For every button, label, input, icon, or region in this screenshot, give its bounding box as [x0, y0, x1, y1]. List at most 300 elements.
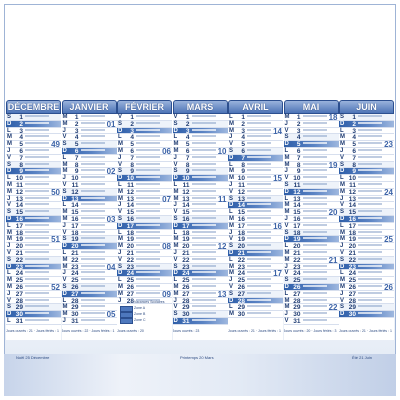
day-row: [339, 121, 394, 128]
saint-name-line: [358, 169, 382, 171]
saint-name-line: [192, 244, 216, 246]
day-letter: M: [62, 304, 68, 311]
day-row: [284, 141, 339, 148]
calendar-grid: [6, 100, 394, 340]
saint-name-line: [247, 251, 271, 253]
day-number: 29: [237, 304, 245, 312]
saint-name-line: [136, 149, 160, 151]
day-number: 2: [241, 120, 245, 128]
day-letter: L: [173, 182, 178, 188]
saint-name-line: [25, 169, 49, 171]
day-number: 27: [126, 290, 134, 298]
saint-name-line: [303, 305, 327, 307]
day-row: [228, 311, 283, 318]
saint-name-line: [25, 299, 49, 301]
saint-name-line: [81, 319, 105, 321]
month-header: JANVIER: [62, 100, 117, 114]
day-letter: D: [173, 222, 178, 229]
day-letter: M: [284, 297, 290, 304]
day-number: 1: [130, 114, 134, 121]
day-row: [62, 284, 117, 291]
saint-name-line: [247, 210, 271, 212]
day-number: 27: [348, 290, 356, 298]
day-letter: M: [284, 114, 290, 120]
saint-name-line: [25, 129, 49, 131]
day-row: [62, 148, 117, 155]
saint-name-line: [192, 237, 216, 239]
day-number: 23: [293, 263, 301, 271]
day-number: 26: [237, 284, 245, 291]
saint-name-line: [81, 129, 105, 131]
day-number: 4: [296, 134, 301, 142]
day-number: 16: [15, 216, 23, 223]
day-letter: M: [118, 148, 123, 154]
saint-name-line: [192, 190, 216, 192]
day-letter: D: [7, 263, 12, 270]
day-number: 15: [237, 209, 245, 217]
saint-name-line: [81, 149, 105, 151]
saint-name-line: [25, 305, 49, 307]
day-row: [228, 291, 283, 298]
day-letter: M: [118, 188, 123, 195]
day-letter: J: [7, 290, 11, 297]
day-number: 14: [15, 202, 23, 210]
saint-name-line: [247, 278, 271, 280]
day-row: [6, 243, 61, 250]
day-letter: M: [62, 311, 68, 318]
saint-name-line: [81, 142, 105, 144]
day-letter: L: [7, 270, 11, 277]
week-number: 19: [328, 160, 338, 170]
day-number: 27: [293, 290, 301, 298]
saint-name-line: [136, 237, 160, 239]
day-letter: V: [7, 250, 12, 256]
saint-name-line: [192, 176, 216, 178]
saint-name-line: [192, 129, 216, 131]
day-row: [62, 230, 117, 237]
day-letter: M: [7, 188, 12, 195]
day-letter: L: [229, 304, 233, 311]
saint-name-line: [81, 210, 105, 212]
saint-name-line: [136, 292, 160, 294]
day-number: 31: [293, 318, 301, 325]
saint-name-line: [247, 190, 271, 192]
day-row: [339, 114, 394, 121]
day-row: [117, 264, 172, 271]
legend-zone-c: Zone C: [134, 318, 146, 322]
saint-name-line: [303, 299, 327, 301]
day-row: [173, 202, 228, 209]
day-row: [6, 270, 61, 277]
week-number: 06: [162, 147, 171, 156]
day-number: 17: [15, 222, 23, 230]
legend-swatch-c: [120, 318, 133, 324]
day-letter: S: [118, 216, 123, 222]
day-row: [339, 311, 394, 318]
saint-name-line: [81, 135, 105, 137]
day-letter: L: [62, 297, 67, 304]
day-letter: D: [173, 175, 178, 182]
saint-name-line: [303, 231, 327, 233]
day-number: 3: [241, 127, 245, 135]
saint-name-line: [303, 271, 327, 273]
day-letter: V: [118, 256, 123, 263]
day-number: 14: [293, 202, 301, 210]
saint-name-line: [25, 319, 49, 321]
day-letter: S: [229, 148, 234, 154]
day-number: 14: [126, 202, 134, 210]
day-row: [339, 250, 394, 257]
day-letter: M: [284, 304, 290, 311]
saint-name-line: [25, 285, 49, 287]
day-number: 9: [241, 168, 245, 176]
week-number: 01: [106, 119, 116, 129]
day-number: 11: [16, 182, 23, 189]
day-number: 16: [348, 216, 356, 223]
saint-name-line: [358, 183, 382, 185]
day-number: 30: [182, 311, 190, 319]
day-number: 30: [237, 311, 245, 319]
saint-name-line: [192, 265, 216, 267]
day-letter: M: [7, 229, 12, 236]
day-letter: M: [7, 182, 12, 188]
saint-name-line: [136, 135, 160, 137]
day-letter: S: [7, 114, 12, 120]
day-number: 18: [182, 229, 190, 237]
day-number: 20: [182, 243, 190, 251]
day-letter: J: [62, 222, 66, 229]
day-number: 7: [185, 154, 190, 162]
saint-name-line: [192, 203, 216, 205]
day-number: 18: [15, 229, 23, 237]
day-row: [173, 128, 228, 135]
day-number: 20: [293, 243, 301, 251]
day-row: [6, 298, 61, 305]
month-header: MAI: [284, 100, 339, 114]
saint-name-line: [25, 271, 49, 273]
month-column: [228, 100, 283, 340]
day-row: [228, 250, 283, 257]
saint-name-line: [81, 190, 105, 192]
day-row: [62, 155, 117, 162]
day-row: [228, 277, 283, 284]
saint-name-line: [247, 258, 271, 260]
saint-name-line: [81, 258, 105, 260]
day-row: [284, 148, 339, 155]
day-letter: V: [284, 318, 289, 324]
day-letter: L: [340, 127, 344, 134]
saint-name-line: [192, 122, 216, 124]
saint-name-line: [136, 271, 160, 273]
day-row: [228, 182, 283, 189]
day-row: [173, 298, 228, 305]
month-footer: Jours ouvrés : 20 · Jours fériés : 3: [283, 328, 337, 333]
day-letter: D: [62, 243, 67, 250]
day-row: [6, 114, 61, 121]
day-number: 13: [237, 195, 245, 203]
saint-name-line: [303, 312, 327, 314]
day-number: 14: [348, 202, 356, 210]
day-number: 24: [15, 270, 23, 278]
day-letter: S: [7, 209, 12, 216]
day-letter: V: [340, 202, 345, 209]
day-letter: J: [229, 277, 233, 284]
month-header: JUIN: [339, 100, 394, 114]
day-number: 10: [126, 175, 134, 183]
day-letter: M: [284, 250, 290, 256]
day-row: [62, 318, 117, 325]
day-row: [284, 121, 339, 128]
saint-name-line: [358, 129, 382, 131]
day-letter: S: [229, 243, 234, 250]
day-letter: V: [62, 229, 67, 236]
day-row: [339, 202, 394, 209]
day-row: [173, 230, 228, 237]
saint-name-line: [81, 299, 105, 301]
saint-name-line: [358, 305, 382, 307]
day-number: 5: [19, 141, 23, 149]
day-row: [62, 277, 117, 284]
day-letter: J: [173, 202, 177, 209]
day-letter: L: [284, 290, 289, 297]
saint-name-line: [303, 135, 327, 137]
day-letter: M: [229, 175, 234, 182]
day-number: 15: [126, 209, 134, 217]
day-number: 20: [71, 243, 79, 251]
saint-name-line: [303, 319, 327, 321]
saint-name-line: [358, 258, 382, 260]
saint-name-line: [247, 271, 271, 273]
day-row: [173, 114, 228, 121]
day-number: 25: [182, 277, 190, 285]
day-number: 6: [130, 148, 134, 155]
day-letter: J: [284, 311, 288, 318]
day-row: [339, 257, 394, 264]
day-row: [339, 155, 394, 162]
day-letter: V: [340, 297, 345, 304]
day-letter: V: [229, 141, 234, 148]
week-number: 20: [328, 208, 338, 218]
day-row: [228, 189, 283, 196]
day-number: 30: [293, 311, 301, 319]
saint-name-line: [247, 244, 271, 246]
saint-name-line: [358, 312, 382, 314]
day-letter: S: [7, 161, 12, 168]
day-number: 20: [237, 243, 245, 251]
saint-name-line: [358, 251, 382, 253]
day-number: 6: [241, 148, 245, 155]
saint-name-line: [358, 285, 382, 287]
day-letter: M: [229, 270, 234, 277]
day-letter: J: [7, 243, 11, 250]
week-number: 26: [384, 283, 393, 292]
saint-name-line: [303, 142, 327, 144]
day-number: 23: [348, 263, 356, 271]
day-letter: L: [340, 222, 344, 229]
day-row: [117, 155, 172, 162]
day-row: [339, 216, 394, 223]
day-letter: J: [340, 290, 344, 297]
day-row: [339, 168, 394, 175]
day-number: 24: [237, 270, 245, 278]
saint-name-line: [136, 285, 160, 287]
saint-name-line: [136, 129, 160, 131]
day-letter: S: [62, 236, 67, 243]
day-row: [339, 209, 394, 216]
day-number: 4: [74, 134, 79, 142]
day-row: [6, 264, 61, 271]
month-header: DÉCEMBRE: [7, 102, 60, 112]
saint-name-line: [192, 258, 216, 260]
saint-name-line: [136, 176, 160, 178]
day-number: 14: [71, 202, 79, 210]
saint-name-line: [192, 312, 216, 314]
day-row: [228, 236, 283, 243]
saint-name-line: [358, 176, 382, 178]
day-row: [173, 168, 228, 175]
saint-name-line: [358, 190, 382, 192]
day-number: 9: [296, 168, 301, 176]
day-row: [228, 202, 283, 209]
saint-name-line: [358, 210, 382, 212]
saint-name-line: [192, 149, 216, 151]
day-letter: J: [118, 297, 122, 304]
saint-name-line: [303, 237, 327, 239]
day-letter: M: [229, 120, 234, 127]
day-letter: J: [118, 154, 122, 161]
day-letter: L: [7, 318, 11, 324]
saint-name-line: [192, 210, 216, 212]
month-footer: Jours ouvrés : 21 · Jours fériés : 1: [339, 328, 392, 333]
saint-name-line: [81, 237, 105, 239]
saint-name-line: [25, 217, 49, 219]
saint-name-line: [358, 135, 382, 137]
saint-name-line: [192, 299, 216, 301]
day-number: 8: [352, 161, 356, 169]
day-row: [62, 270, 117, 277]
day-letter: J: [340, 148, 344, 154]
day-letter: M: [118, 195, 123, 202]
day-letter: L: [62, 202, 67, 209]
day-row: [339, 243, 394, 250]
day-row: [62, 128, 117, 135]
day-row: [6, 223, 61, 230]
saint-name-line: [192, 285, 216, 287]
day-number: 11: [349, 182, 356, 189]
day-number: 28: [348, 297, 356, 305]
day-letter: L: [173, 277, 178, 284]
saint-name-line: [81, 203, 105, 205]
day-number: 13: [71, 195, 79, 203]
saint-name-line: [247, 305, 271, 307]
week-number: 51: [51, 235, 60, 245]
day-number: 15: [293, 209, 301, 217]
day-letter: J: [284, 120, 288, 127]
day-row: [339, 162, 394, 169]
saint-name-line: [358, 149, 382, 151]
bottom-decor-band: [4, 354, 396, 396]
saint-name-line: [358, 299, 382, 301]
day-row: [62, 202, 117, 209]
saint-name-line: [136, 115, 160, 117]
saint-name-line: [25, 197, 49, 199]
day-letter: M: [118, 284, 123, 290]
day-letter: D: [173, 318, 178, 324]
day-number: 10: [182, 175, 190, 183]
day-letter: M: [284, 154, 290, 161]
day-letter: M: [340, 277, 345, 284]
month-column: [339, 100, 394, 340]
day-letter: M: [173, 141, 179, 148]
day-letter: M: [62, 216, 68, 222]
saint-name-line: [192, 115, 216, 117]
day-number: 31: [71, 318, 79, 325]
day-number: 11: [71, 182, 79, 189]
day-number: 12: [182, 188, 190, 196]
saint-name-line: [303, 176, 327, 178]
saint-name-line: [81, 271, 105, 273]
day-number: 8: [19, 161, 23, 169]
day-letter: S: [284, 229, 289, 236]
day-number: 24: [126, 270, 134, 278]
day-letter: D: [284, 236, 289, 243]
day-letter: M: [7, 141, 12, 148]
day-letter: M: [7, 134, 12, 141]
day-number: 5: [130, 141, 134, 149]
day-number: 22: [71, 256, 79, 264]
day-letter: S: [340, 114, 345, 120]
day-letter: D: [118, 175, 123, 182]
saint-name-line: [25, 312, 49, 314]
side-label-june: Été 21 Juin: [352, 355, 373, 360]
day-number: 8: [130, 161, 134, 169]
day-row: [117, 114, 172, 121]
day-number: 12: [71, 188, 79, 196]
day-letter: S: [284, 182, 289, 188]
week-number: 25: [384, 235, 393, 245]
day-row: [228, 243, 283, 250]
day-letter: V: [340, 250, 345, 256]
saint-name-line: [81, 156, 105, 158]
saint-name-line: [247, 163, 271, 165]
day-row: [117, 223, 172, 230]
day-number: 9: [74, 168, 79, 176]
saint-name-line: [358, 265, 382, 267]
day-letter: M: [173, 148, 179, 154]
saint-name-line: [25, 142, 49, 144]
day-row: [228, 304, 283, 311]
day-row: [173, 270, 228, 277]
week-number: 16: [273, 221, 282, 231]
day-row: [284, 270, 339, 277]
day-letter: S: [7, 256, 12, 263]
day-number: 10: [293, 175, 301, 183]
day-letter: M: [229, 311, 234, 318]
month-footer: Jours ouvrés : 21 · Jours fériés : 1: [228, 328, 281, 333]
saint-name-line: [192, 163, 216, 165]
saint-name-line: [192, 231, 216, 233]
saint-name-line: [25, 115, 49, 117]
day-row: [173, 304, 228, 311]
day-row: [173, 175, 228, 182]
saint-name-line: [247, 231, 271, 233]
day-row: [6, 257, 61, 264]
saint-name-line: [303, 156, 327, 158]
day-number: 4: [241, 134, 245, 142]
day-number: 19: [293, 236, 301, 244]
day-row: [284, 284, 339, 291]
day-row: [339, 304, 394, 311]
